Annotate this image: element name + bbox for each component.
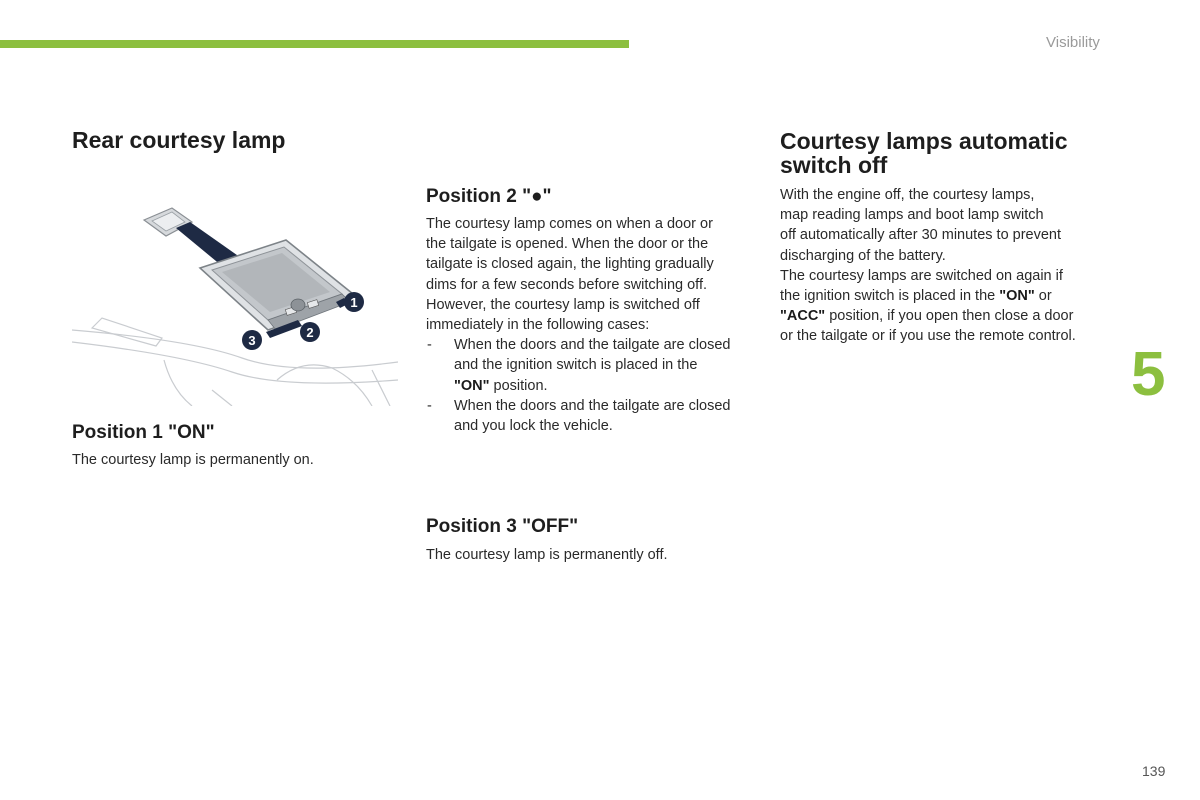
text-line: tailgate is closed again, the lighting gradually [426,256,714,273]
position-1-title: Position 1 "ON" [72,422,215,443]
text-line: and the ignition switch is placed in the [454,357,698,374]
callout-3-icon [242,330,262,350]
text-line: With the engine off, the courtesy lamps, [780,187,1035,203]
list-item [426,335,766,396]
title-line: Courtesy lamps automatic [780,128,1068,154]
text-line: or the tailgate or if you use the remote control. [780,328,1076,345]
callout-2-icon [300,322,320,342]
text-line: However, the courtesy lamp is switched off [426,296,700,313]
page-number: 139 [1142,763,1166,779]
position-2-title: Position 2 "●" [426,186,552,207]
text-line: - When the doors and the tailgate are closed [454,337,731,354]
text-line [780,286,1110,306]
position-3-title: Position 3 "OFF" [426,516,579,537]
text-span: the ignition switch is placed in the [780,288,1000,305]
section-label: Visibility [1046,34,1100,51]
text-line [780,306,1110,326]
text-line: discharging of the battery. [780,247,946,264]
position-3-text: The courtesy lamp is permanently off. [426,547,668,563]
on-label: "ON" [454,377,490,394]
text-line: off automatically after 30 minutes to prevent [780,227,1062,244]
position-1-text: The courtesy lamp is permanently on. [72,452,314,468]
title-line: switch off [780,152,888,178]
callout-1-icon [344,292,364,312]
text-line: map reading lamps and boot lamp switch [780,207,1044,224]
header-accent-bar [0,40,629,48]
auto-switch-off-body [780,185,1110,347]
acc-label: "ACC" [780,308,826,325]
position-2-body [426,214,766,436]
svg-text:2: 2 [306,325,314,340]
text-line: - When the doors and the tailgate are closed [454,397,731,414]
text-span: position, if you open then close a door [825,308,1074,325]
text-line: the tailgate is opened. When the door or the [426,236,709,253]
text-line [454,376,766,396]
svg-text:3: 3 [248,333,256,348]
auto-switch-off-title [780,129,1120,177]
text-line: immediately in the following cases: [426,317,650,334]
text-line: The courtesy lamps are switched on again if [780,267,1063,284]
chapter-number: 5 [1131,340,1166,409]
text-span: position. [489,377,548,394]
text-span: or [1034,288,1052,305]
position-2-cases-list [426,335,766,436]
on-label: "ON" [999,288,1035,305]
list-item [426,396,766,436]
svg-text:1: 1 [350,295,358,310]
courtesy-lamp-illustration [72,190,398,406]
text-line: dims for a few seconds before switching off. [426,276,708,293]
rear-courtesy-lamp-title: Rear courtesy lamp [72,127,286,153]
text-line: and you lock the vehicle. [454,418,613,435]
text-line: The courtesy lamp comes on when a door or [426,216,713,232]
